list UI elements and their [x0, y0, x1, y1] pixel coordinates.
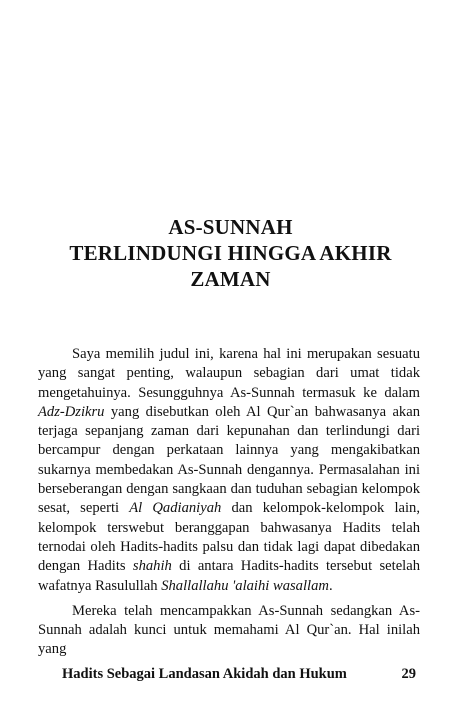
- term-al-qadianiyah: Al Qadianiyah: [129, 500, 222, 517]
- paragraph-1-text-e: .: [328, 577, 333, 594]
- term-shahih: shahih: [132, 558, 172, 575]
- body-text: [38, 345, 420, 660]
- paragraph-2: Mereka telah mencampakkan As-Sunnah sedangkan As-Sunnah adalah kunci untuk memahami Al Qur`an. Hal inilah yang: [38, 602, 420, 658]
- term-adz-dzikru: Adz-Dzikru: [38, 403, 105, 420]
- paragraph-1-text-d: di antara Hadits-hadits tersebut setelah wafatnya Rasulullah: [38, 558, 420, 594]
- paragraph-1: [38, 345, 420, 596]
- chapter-heading: [0, 214, 461, 292]
- page-number: 29: [401, 666, 416, 682]
- heading-line-1: AS-SUNNAH: [168, 215, 293, 239]
- page-footer: [62, 666, 416, 683]
- heading-line-2: TERLINDUNGI HINGGA AKHIR: [69, 241, 392, 265]
- running-title: Hadits Sebagai Landasan Akidah dan Hukum: [62, 666, 347, 682]
- paragraph-1-text-c: dan kelompok-kelompok lain, kelompok terswebut beranggapan bahwasanya Hadits telah ternodai oleh Hadits-hadits palsu dan tidak lagi dapat dibedakan dengan Hadits: [38, 500, 420, 575]
- term-shallallahu: Shallallahu 'alaihi wasallam: [161, 577, 329, 594]
- paragraph-1-text-a: Saya memilih judul ini, karena hal ini merupakan sesuatu yang sangat penting, walaupun sebagian dari umat tidak mengetahuinya. Sesungguhnya As-Sunnah termasuk ke dalam: [38, 346, 420, 401]
- heading-line-3: ZAMAN: [190, 267, 271, 291]
- paragraph-1-text-b: yang disebutkan oleh Al Qur`an bahwasanya akan terjaga sepanjang zaman dari kepunahan dan terlindungi dari bercampur dengan perkataan lainnya yang mengakibatkan sukarnya membedakan As-Sunnah dengannya. Permasalahan ini berseberangan dengan sangkaan dan tuduhan sebagian kelompok sesat, seperti: [38, 403, 420, 517]
